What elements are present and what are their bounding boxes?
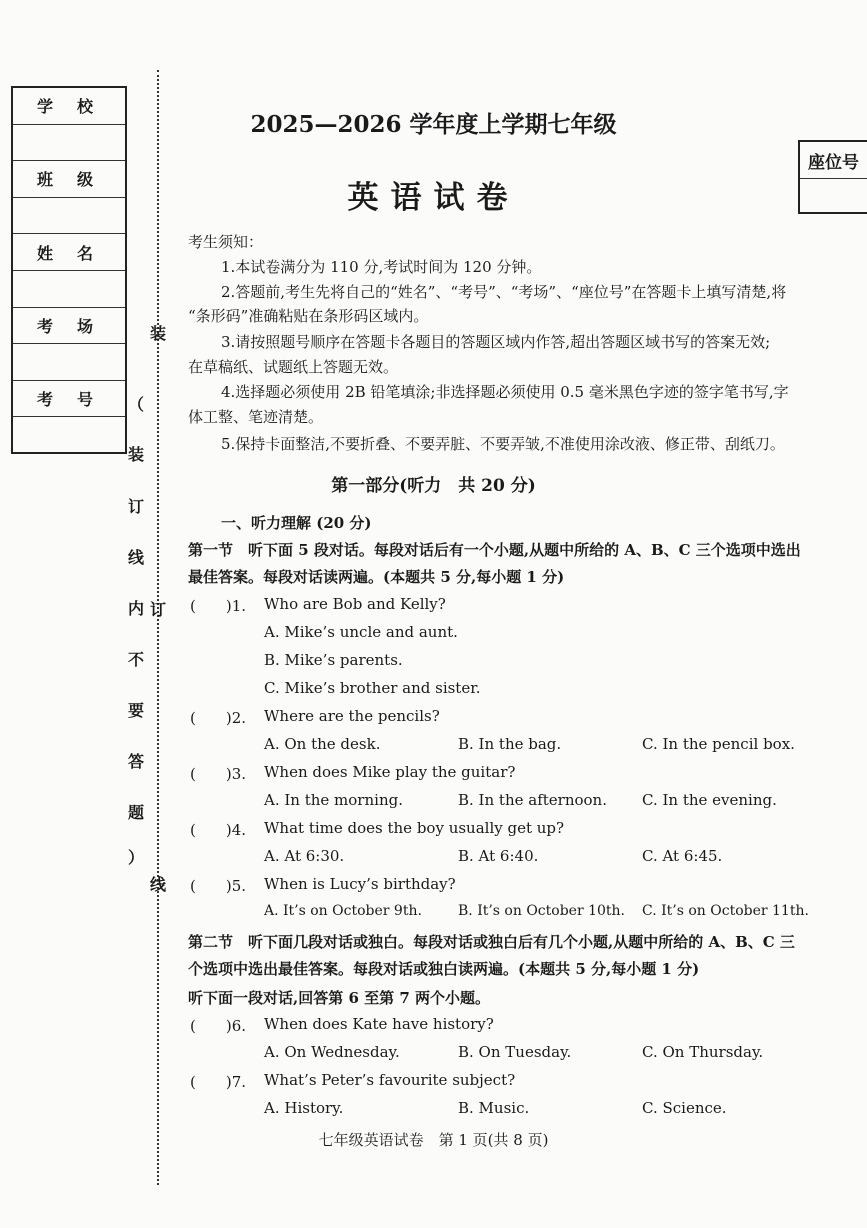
notice-char-3: 线 <box>127 548 144 567</box>
notice-char-4: 内 <box>127 599 144 618</box>
part1-title: 第一部分(听力 共 20 分) <box>331 476 536 496</box>
instruction-3-cont: 在草稿纸、试题纸上答题无效。 <box>188 358 399 376</box>
class-label: 班级 <box>37 170 118 190</box>
q5-option-c: C. It’s on October 11th. <box>642 903 809 919</box>
student-info-table <box>11 86 127 454</box>
binding-mark-zhuang: 装 <box>149 324 166 343</box>
instruction-2: 2.答题前,考生先将自己的“姓名”、“考号”、“考场”、“座位号”在答题卡上填写清楚,将 <box>221 283 787 301</box>
instruction-1: 1.本试卷满分为 110 分,考试时间为 120 分钟。 <box>221 258 542 276</box>
name-label-row <box>13 234 125 271</box>
section2-intro-line1: 第二节 听下面几段对话或独白。每段对话或独白后有几个小题,从题中所给的 A、B、C 三 <box>188 933 795 951</box>
q7-option-b: B. Music. <box>458 1099 530 1117</box>
q7-answer-paren[interactable]: ( )7. <box>190 1073 247 1091</box>
q5-text: When is Lucy’s birthday? <box>264 875 456 893</box>
q1-answer-paren[interactable]: ( )1. <box>190 597 247 615</box>
q6-text: When does Kate have history? <box>264 1015 494 1033</box>
notice-char-9: ） <box>127 848 144 867</box>
listening-section-title: 一、听力理解 (20 分) <box>221 514 372 532</box>
instruction-2-cont: “条形码”准确粘贴在条形码区域内。 <box>188 307 429 325</box>
q3-option-b: B. In the afternoon. <box>458 791 607 809</box>
q5-option-b: B. It’s on October 10th. <box>458 903 625 919</box>
page-footer: 七年级英语试卷 第 1 页(共 8 页) <box>318 1131 549 1149</box>
q4-option-a: A. At 6:30. <box>264 847 345 865</box>
q2-answer-paren[interactable]: ( )2. <box>190 709 247 727</box>
instruction-3: 3.请按照题号顺序在答题卡各题目的答题区域内作答,超出答题区域书写的答案无效; <box>221 333 771 351</box>
q3-option-a: A. In the morning. <box>264 791 403 809</box>
school-label: 学校 <box>37 97 118 117</box>
notice-char-7: 答 <box>127 752 144 771</box>
q4-text: What time does the boy usually get up? <box>264 819 565 837</box>
notice-char-5: 不 <box>127 650 144 669</box>
instructions-heading: 考生须知： <box>188 233 264 251</box>
exam-number-label-row <box>13 381 125 418</box>
exam-subject-title: 英语试卷 <box>347 180 520 216</box>
q4-option-c: C. At 6:45. <box>642 847 723 865</box>
q6-option-c: C. On Thursday. <box>642 1043 764 1061</box>
q3-text: When does Mike play the guitar? <box>264 763 516 781</box>
exam-number-field[interactable] <box>13 417 125 454</box>
q7-option-c: C. Science. <box>642 1099 727 1117</box>
instruction-4-cont: 体工整、笔迹清楚。 <box>188 408 324 426</box>
notice-char-1: 装 <box>127 445 144 464</box>
name-label: 姓名 <box>37 243 118 263</box>
q1-text: Who are Bob and Kelly? <box>264 595 446 613</box>
instruction-4: 4.选择题必须使用 2B 铅笔填涂;非选择题必须使用 0.5 毫米黑色字迹的签字笔书写,字 <box>221 383 789 401</box>
binding-mark-xian: 线 <box>149 875 166 894</box>
notice-char-8: 题 <box>127 803 144 822</box>
binding-mark-ding: 订 <box>149 600 166 619</box>
notice-char-6: 要 <box>127 701 144 720</box>
exam-room-label: 考场 <box>37 316 118 336</box>
section1-intro-line2: 最佳答案。每段对话读两遍。(本题共 5 分,每小题 1 分) <box>188 568 565 586</box>
notice-char-2: 订 <box>127 497 144 516</box>
seat-number-label: 座位号 <box>800 142 867 179</box>
binding-dotted-line <box>157 70 159 1185</box>
q1-option-c: C. Mike’s brother and sister. <box>264 679 481 697</box>
exam-room-field[interactable] <box>13 344 125 381</box>
exam-room-label-row <box>13 308 125 345</box>
q2-text: Where are the pencils? <box>264 707 440 725</box>
notice-char-0: （ <box>127 395 144 414</box>
q4-option-b: B. At 6:40. <box>458 847 539 865</box>
q5-answer-paren[interactable]: ( )5. <box>190 877 247 895</box>
q3-option-c: C. In the evening. <box>642 791 777 809</box>
q6-option-a: A. On Wednesday. <box>264 1043 400 1061</box>
section2-intro-line3: 听下面一段对话,回答第 6 至第 7 两个小题。 <box>188 989 490 1007</box>
q5-option-a: A. It’s on October 9th. <box>264 903 422 919</box>
q7-text: What’s Peter’s favourite subject? <box>264 1071 516 1089</box>
q4-answer-paren[interactable]: ( )4. <box>190 821 247 839</box>
q1-option-a: A. Mike’s uncle and aunt. <box>264 623 458 641</box>
section1-intro-line1: 第一节 听下面 5 段对话。每段对话后有一个小题,从题中所给的 A、B、C 三个选项中选出 <box>188 541 801 559</box>
q2-option-a: A. On the desk. <box>264 735 381 753</box>
q1-option-b: B. Mike’s parents. <box>264 651 403 669</box>
name-field[interactable] <box>13 271 125 308</box>
q6-answer-paren[interactable]: ( )6. <box>190 1017 247 1035</box>
q3-answer-paren[interactable]: ( )3. <box>190 765 247 783</box>
section2-intro-line2: 个选项中选出最佳答案。每段对话或独白读两遍。(本题共 5 分,每小题 1 分) <box>188 960 700 978</box>
q7-option-a: A. History. <box>264 1099 344 1117</box>
q2-option-c: C. In the pencil box. <box>642 735 795 753</box>
instruction-5: 5.保持卡面整洁,不要折叠、不要弄脏、不要弄皱,不准使用涂改液、修正带、刮纸刀。 <box>221 435 785 453</box>
q2-option-b: B. In the bag. <box>458 735 562 753</box>
exam-number-label: 考号 <box>37 390 118 410</box>
exam-year-title: 2025—2026 学年度上学期七年级 <box>250 111 617 138</box>
q6-option-b: B. On Tuesday. <box>458 1043 572 1061</box>
